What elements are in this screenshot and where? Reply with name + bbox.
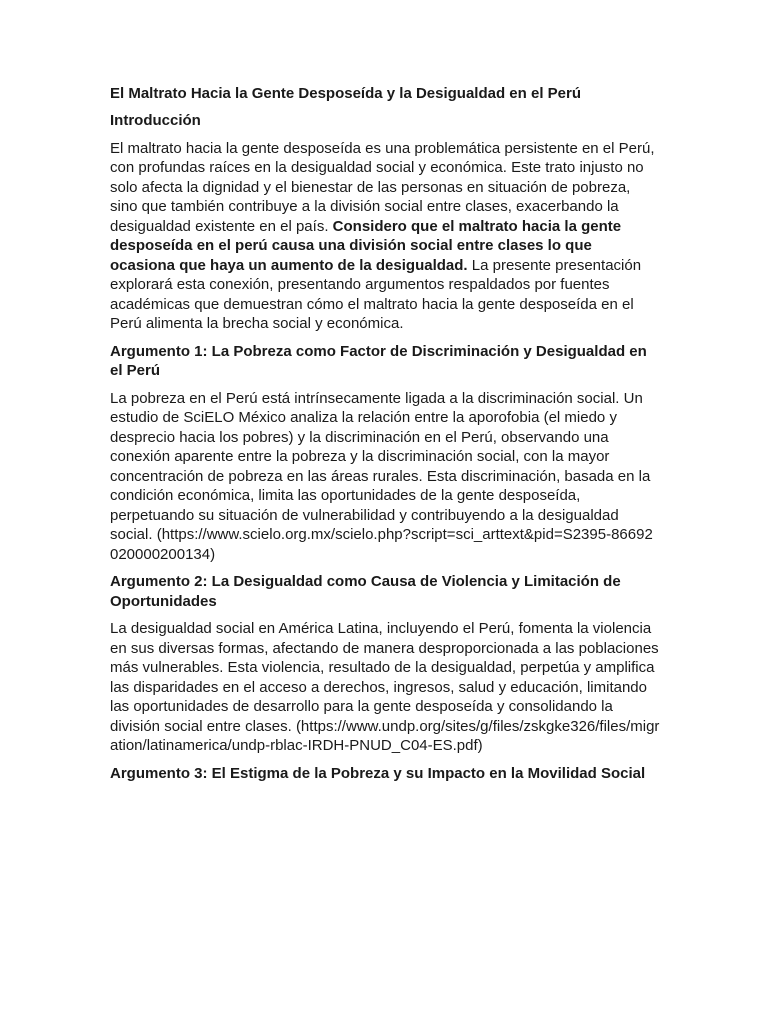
intro-paragraph — [110, 139, 660, 334]
intro-thesis: Considero que el maltrato hacia la gente desposeída en el perú causa una división social entre clases lo que ocasiona que haya un aumento de la desigualdad. — [110, 217, 622, 274]
argument-1-text: La pobreza en el Perú está intrínsecamente ligada a la discriminación social. Un estudio de SciELO México analiza la relación entre la aporofobia (el miedo y desprecio hacia los pobres) y la discriminación en el Perú, observando una conexión aparente entre la pobreza y la discriminación social, con la mayor concentración de pobreza en las áreas rurales. Esta discriminación, basada en la condición económica, limita las oportunidades de la gente desposeída, perpetuando su situación de vulnerabilidad y contribuyendo a la desigualdad social. — [110, 389, 651, 543]
document-page — [110, 84, 660, 791]
document-title: El Maltrato Hacia la Gente Desposeída y la Desigualdad en el Perú — [110, 85, 581, 102]
argument-2-source: (https://www.undp.org/sites/g/files/zskgke326/files/migration/latinamerica/undp-rblac-IRDH-PNUD_C04-ES.pdf) — [110, 717, 660, 754]
intro-heading: Introducción — [110, 112, 201, 129]
argument-1-source: (https://www.scielo.org.mx/scielo.php?script=sci_arttext&pid=S2395-86692020000200134) — [110, 526, 653, 563]
intro-text-2: La presente presentación explorará esta conexión, presentando argumentos respaldados por fuentes académicas que demuestran cómo el maltrato hacia la gente desposeída en el Perú alimenta la brecha social y económica. — [110, 256, 642, 332]
argument-3-heading: Argumento 3: El Estigma de la Pobreza y su Impacto en la Movilidad Social — [110, 764, 646, 782]
argument-2-paragraph — [110, 619, 660, 756]
argument-2-heading: Argumento 2: La Desigualdad como Causa de Violencia y Limitación de Oportunidades — [110, 573, 621, 610]
argument-2-text: La desigualdad social en América Latina, incluyendo el Perú, fomenta la violencia en sus diversas formas, afectando de manera desproporcionada a las poblaciones más vulnerables. Esta violencia, resultado de la desigualdad, perpetúa y amplifica las disparidades en el acceso a derechos, ingresos, salud y educación, limitando las oportunidades de desarrollo para la gente desposeída y consolidando la división social entre clases. — [110, 620, 659, 735]
argument-1-heading: Argumento 1: La Pobreza como Factor de Discriminación y Desigualdad en el Perú — [110, 342, 647, 379]
intro-text-1: El maltrato hacia la gente desposeída es una problemática persistente en el Perú, con profundas raíces en la desigualdad social y económica. Este trato injusto no solo afecta la dignidad y el bienestar de las personas en situación de pobreza, sino que también contribuye a la división social entre clases, exacerbando la desigualdad existente en el país. — [110, 139, 655, 235]
argument-1-paragraph — [110, 389, 660, 565]
